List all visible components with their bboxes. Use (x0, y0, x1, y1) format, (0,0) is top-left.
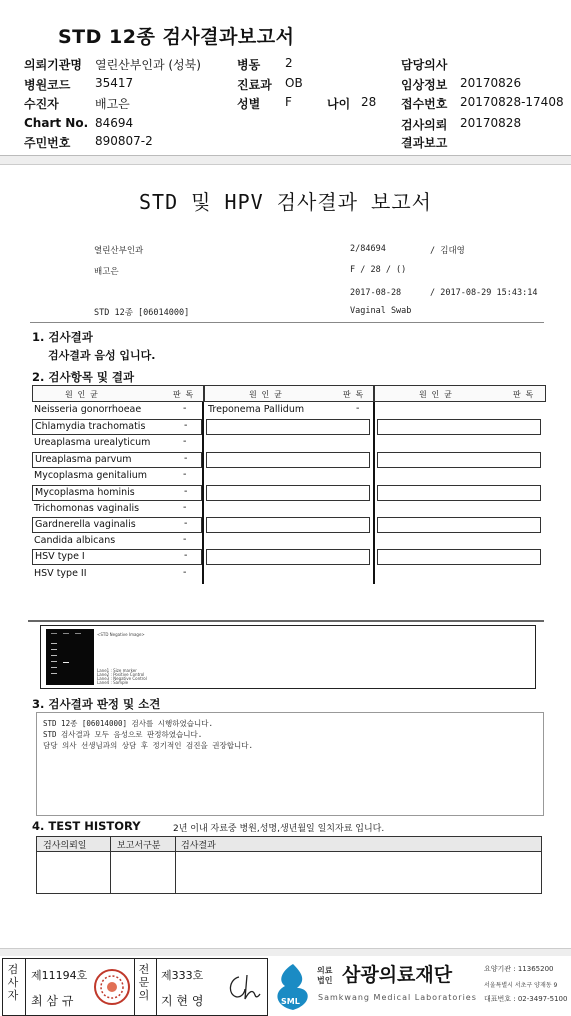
table-header-col2 (204, 385, 374, 402)
footer (0, 956, 571, 1016)
value-accession-no: 20170828-17408 (460, 95, 564, 109)
interpretation-line: 담당 의사 선생님과의 상담 후 정기적인 검진을 권장합니다. (43, 741, 254, 750)
table-row: Ureaplasma urealyticum - (34, 436, 187, 448)
org-name: 삼광의료재단 (342, 964, 453, 986)
header-pathogen: 원 인 균 (65, 390, 98, 399)
gel-caption: <STD Negative Image> (97, 632, 145, 637)
empty-cell (206, 452, 370, 468)
empty-cell (377, 452, 541, 468)
table-header-col1 (32, 385, 204, 402)
test-result-summary: 검사결과 음성 입니다. (48, 349, 156, 362)
table-row: Treponema Pallidum - (208, 403, 360, 415)
value-chart-no: 84694 (95, 116, 134, 130)
value-requested: 20170828 (460, 116, 522, 130)
label-chart-no: Chart No. (24, 116, 89, 130)
label-ward: 병동 (237, 58, 261, 72)
section-divider (0, 155, 571, 165)
value-clinical-info: 20170826 (460, 76, 522, 90)
gel-legend-item: Lane1 : Size marker (97, 668, 137, 673)
sml-logo-icon (271, 962, 315, 1012)
interpretation-line: STD 검사결과 모두 음성으로 판정하였습니다. (43, 730, 203, 739)
table-row: Candida albicans - (34, 534, 187, 546)
specialist-role: 전문의 (138, 963, 150, 1002)
report-title: STD 12종 검사결과보고서 (58, 26, 295, 48)
report-sex-age: F / 28 / () (350, 265, 407, 275)
empty-cell (377, 549, 541, 565)
report-test: STD 12종 [06014000] (94, 308, 190, 318)
label-hospital-code: 병원코드 (24, 78, 71, 92)
value-requesting-org: 열린산부인과 (성북) (95, 58, 201, 72)
label-department: 진료과 (237, 78, 272, 92)
report-heading: STD 및 HPV 검사결과 보고서 (139, 190, 432, 214)
header-result: 판 독 (513, 390, 534, 399)
svg-text:SML: SML (281, 997, 300, 1006)
org-type: 의료법인 (317, 966, 333, 985)
signature-box (2, 958, 268, 1016)
interpretation-box (36, 712, 544, 816)
section-interpretation: 3. 검사결과 판정 및 소견 (32, 697, 161, 711)
label-patient: 수진자 (24, 97, 59, 111)
section-test-result: 1. 검사결과 (32, 330, 93, 344)
electrophoresis-gel-image (46, 629, 94, 685)
table-row: Trichomonas vaginalis - (34, 502, 187, 514)
examiner-seal (93, 967, 131, 1007)
specialist-signature (225, 969, 263, 1005)
column-divider (373, 402, 375, 584)
empty-cell (206, 517, 370, 533)
gel-legend-item: Lane2 : Positive Control (97, 672, 145, 677)
report-received-date: 2017-08-28 (350, 288, 402, 298)
divider (28, 620, 544, 622)
section-test-items: 2. 검사항목 및 결과 (32, 370, 135, 384)
table-header-col3 (374, 385, 546, 402)
gel-image-panel (40, 625, 536, 689)
interpretation-line: STD 12종 [06014000] 검사를 시행하였습니다. (43, 719, 214, 728)
header-result: 판 독 (173, 390, 194, 399)
gel-legend-item: Lane3 : Negative Control (97, 676, 147, 681)
value-patient: 배고은 (95, 97, 130, 111)
empty-cell (377, 485, 541, 501)
value-department: OB (285, 76, 303, 90)
org-english-name: Samkwang Medical Laboratories (318, 993, 477, 1002)
header-result: 판 독 (343, 390, 364, 399)
table-row: Ureaplasma parvum - (32, 452, 202, 468)
history-header-report-type: 보고서구분 (111, 837, 175, 852)
org-phone: 대표번호 : 02-3497-5100 (484, 995, 568, 1003)
table-row: Neisseria gonorrhoeae - (34, 403, 187, 415)
table-row: Chlamydia trachomatis - (32, 419, 202, 435)
report-reported-date: / 2017-08-29 15:43:14 (430, 288, 538, 298)
value-hospital-code: 35417 (95, 76, 134, 90)
history-header-result: 검사결과 (175, 837, 541, 852)
value-resident-no: 890807-2 (95, 134, 153, 148)
org-registration: 요양기관 : 11365200 (484, 965, 554, 973)
table-row: Mycoplasma genitalium - (34, 469, 187, 481)
table-row: HSV type II - (34, 567, 187, 579)
table-row: Mycoplasma hominis - (32, 485, 202, 501)
report-doctor: / 김대영 (430, 246, 465, 256)
divider (30, 322, 544, 323)
report-id: 2/84694 (350, 244, 386, 254)
examiner-license: 제11194호 (31, 969, 88, 982)
specialist-license: 제333호 (161, 969, 204, 982)
header-pathogen: 원 인 균 (249, 390, 282, 399)
examiner-role: 검사자 (7, 963, 19, 1002)
test-history-note: 2년 이내 자료중 병원,성명,생년월일 일치자료 입니다. (173, 824, 385, 834)
value-sex: F (285, 95, 292, 109)
gel-legend-item: Lane4 : Sample (97, 680, 129, 685)
label-physician: 담당의사 (401, 58, 448, 72)
report-patient: 배고은 (94, 267, 119, 277)
label-requesting-org: 의뢰기관명 (24, 58, 82, 72)
history-header-request-date: 검사의뢰일 (37, 837, 111, 852)
empty-cell (377, 419, 541, 435)
value-ward: 2 (285, 56, 293, 70)
section-test-history: 4. TEST HISTORY (32, 819, 141, 833)
report-specimen: Vaginal Swab (350, 306, 412, 316)
footer-band (0, 948, 571, 956)
label-requested: 검사의뢰 (401, 118, 448, 132)
empty-cell (206, 419, 370, 435)
test-history-table (36, 836, 542, 894)
column-divider (202, 402, 204, 584)
specialist-name: 지 현 영 (161, 994, 204, 1008)
value-age: 28 (361, 95, 377, 109)
empty-cell (206, 485, 370, 501)
label-result-report: 결과보고 (401, 136, 448, 150)
header-pathogen: 원 인 균 (419, 390, 452, 399)
label-accession-no: 접수번호 (401, 97, 448, 111)
org-address: 서울특별시 서초구 양재동 9 (484, 982, 558, 989)
label-clinical-info: 임상정보 (401, 78, 448, 92)
examiner-name: 최 삼 규 (31, 994, 74, 1008)
table-row: HSV type I - (32, 549, 202, 565)
label-resident-no: 주민번호 (24, 136, 71, 150)
label-age: 나이 (327, 97, 351, 111)
table-row: Gardnerella vaginalis - (32, 517, 202, 533)
report-hospital: 열린산부인과 (94, 246, 144, 256)
empty-cell (377, 517, 541, 533)
empty-cell (206, 549, 370, 565)
label-sex: 성별 (237, 97, 261, 111)
